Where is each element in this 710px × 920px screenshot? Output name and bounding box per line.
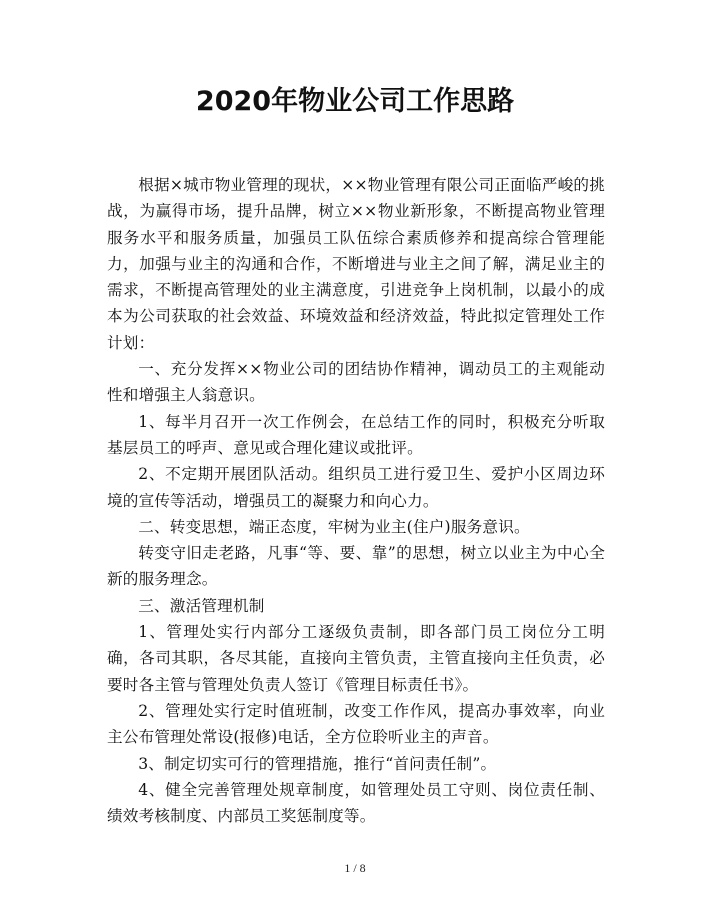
document-body [107, 172, 605, 829]
page-number: 1 / 8 [344, 861, 366, 875]
section-three-item-3: 3、制定切实可行的管理措施，推行“首问责任制”。 [138, 754, 497, 773]
section-two-text: 转变守旧走老路，凡事“等、要、靠”的思想，树立以业主为中心全新的服务理念。 [107, 544, 605, 589]
section-two-heading: 二、转变思想，端正态度，牢树为业主(住户)服务意识。 [138, 517, 530, 536]
intro-paragraph: 根据×城市物业管理的现状，××物业管理有限公司正面临严峻的挑战，为赢得市场，提升品牌，树立××物业新形象，不断提高物业管理服务水平和服务质量，加强员工队伍综合素质修养和提高综合管理能力，加强与业主的沟通和合作，不断增进与业主之间了解，满足业主的需求，不断提高管理处的业主满意度，引进竞争上岗机制，以最小的成本为公司获取的社会效益、环境效益和经济效益，特此拟定管理处工作计划： [107, 176, 605, 352]
section-one-item-1: 1、每半月召开一次工作例会，在总结工作的同时，积极充分听取基层员工的呼声、意见或合理化建议或批评。 [107, 412, 605, 457]
section-three-item-4: 4、健全完善管理处规章制度，如管理处员工守则、岗位责任制、绩效考核制度、内部员工奖惩制度等。 [107, 780, 605, 826]
section-three-item-1: 1、管理处实行内部分工逐级负责制，即各部门员工岗位分工明确，各司其职，各尽其能，直接向主管负责，主管直接向主任负责，必要时各主管与管理处负责人签订《管理目标责任书》。 [107, 623, 605, 694]
section-three-item-2: 2、管理处实行定时值班制，改变工作作风，提高办事效率，向业主公布管理处常设(报修)电话，全方位聆听业主的声音。 [107, 701, 605, 747]
page-title: 2020年物业公司工作思路 [195, 86, 515, 117]
section-one-heading: 一、充分发挥××物业公司的团结协作精神，调动员工的主观能动性和增强主人翁意识。 [107, 360, 605, 405]
section-three-heading: 三、激活管理机制 [138, 596, 265, 615]
section-one-item-2: 2、不定期开展团队活动。组织员工进行爱卫生、爱护小区周边环境的宣传等活动，增强员工的凝聚力和向心力。 [107, 465, 605, 510]
